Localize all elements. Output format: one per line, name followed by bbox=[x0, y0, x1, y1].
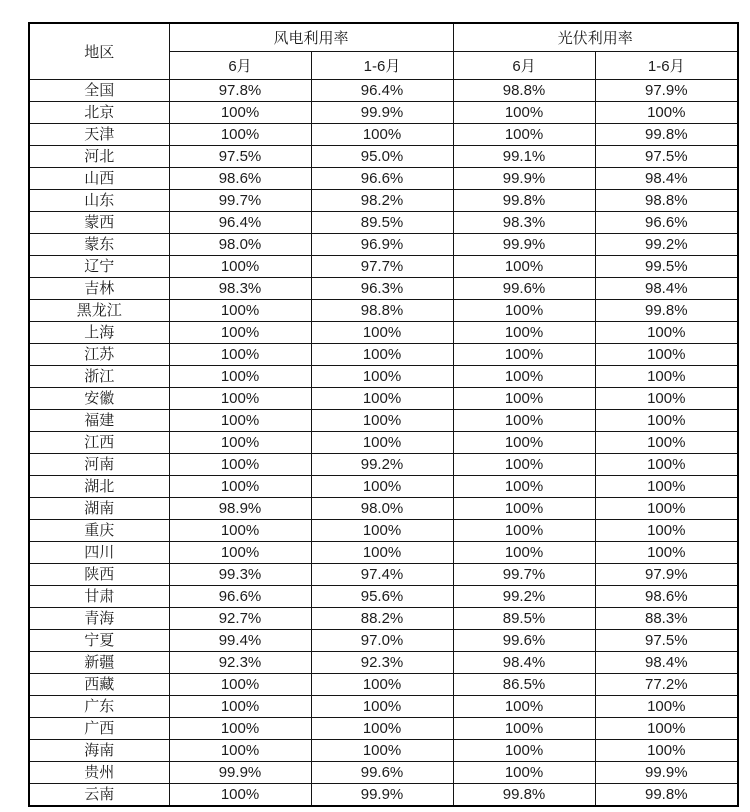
value-cell: 96.4% bbox=[311, 79, 453, 101]
column-header-solar-utilization: 光伏利用率 bbox=[453, 23, 738, 51]
value-cell: 100% bbox=[169, 453, 311, 475]
table-row bbox=[29, 475, 738, 497]
value-cell: 97.9% bbox=[595, 563, 738, 585]
region-cell: 云南 bbox=[29, 783, 169, 806]
value-cell: 100% bbox=[311, 717, 453, 739]
value-cell: 100% bbox=[169, 343, 311, 365]
value-cell: 100% bbox=[311, 739, 453, 761]
value-cell: 92.7% bbox=[169, 607, 311, 629]
value-cell: 100% bbox=[311, 365, 453, 387]
value-cell: 98.3% bbox=[453, 211, 595, 233]
value-cell: 100% bbox=[453, 299, 595, 321]
value-cell: 100% bbox=[453, 453, 595, 475]
region-cell: 广东 bbox=[29, 695, 169, 717]
value-cell: 95.6% bbox=[311, 585, 453, 607]
table-row bbox=[29, 343, 738, 365]
value-cell: 100% bbox=[169, 541, 311, 563]
value-cell: 99.6% bbox=[453, 277, 595, 299]
table-row bbox=[29, 497, 738, 519]
value-cell: 98.4% bbox=[595, 651, 738, 673]
region-cell: 陕西 bbox=[29, 563, 169, 585]
value-cell: 100% bbox=[169, 101, 311, 123]
value-cell: 92.3% bbox=[169, 651, 311, 673]
value-cell: 100% bbox=[595, 431, 738, 453]
value-cell: 100% bbox=[169, 739, 311, 761]
value-cell: 97.8% bbox=[169, 79, 311, 101]
region-cell: 蒙东 bbox=[29, 233, 169, 255]
value-cell: 100% bbox=[595, 321, 738, 343]
value-cell: 100% bbox=[169, 387, 311, 409]
table-row bbox=[29, 651, 738, 673]
value-cell: 99.3% bbox=[169, 563, 311, 585]
value-cell: 100% bbox=[169, 431, 311, 453]
region-cell: 贵州 bbox=[29, 761, 169, 783]
value-cell: 99.8% bbox=[595, 299, 738, 321]
region-cell: 辽宁 bbox=[29, 255, 169, 277]
table-row bbox=[29, 101, 738, 123]
value-cell: 100% bbox=[169, 123, 311, 145]
table-row bbox=[29, 211, 738, 233]
value-cell: 100% bbox=[169, 365, 311, 387]
header-row-groups bbox=[29, 23, 738, 51]
table-row bbox=[29, 299, 738, 321]
value-cell: 88.2% bbox=[311, 607, 453, 629]
value-cell: 99.4% bbox=[169, 629, 311, 651]
value-cell: 100% bbox=[595, 519, 738, 541]
region-cell: 广西 bbox=[29, 717, 169, 739]
value-cell: 96.6% bbox=[311, 167, 453, 189]
table-row bbox=[29, 321, 738, 343]
table-row bbox=[29, 167, 738, 189]
value-cell: 99.9% bbox=[595, 761, 738, 783]
value-cell: 100% bbox=[169, 299, 311, 321]
value-cell: 100% bbox=[595, 343, 738, 365]
region-cell: 福建 bbox=[29, 409, 169, 431]
region-cell: 青海 bbox=[29, 607, 169, 629]
table-row bbox=[29, 739, 738, 761]
table-header bbox=[29, 23, 738, 79]
value-cell: 98.2% bbox=[311, 189, 453, 211]
value-cell: 89.5% bbox=[311, 211, 453, 233]
table-row bbox=[29, 585, 738, 607]
region-cell: 重庆 bbox=[29, 519, 169, 541]
value-cell: 99.9% bbox=[311, 783, 453, 806]
region-cell: 新疆 bbox=[29, 651, 169, 673]
value-cell: 100% bbox=[311, 695, 453, 717]
value-cell: 96.6% bbox=[169, 585, 311, 607]
value-cell: 100% bbox=[453, 321, 595, 343]
region-cell: 全国 bbox=[29, 79, 169, 101]
value-cell: 99.2% bbox=[311, 453, 453, 475]
table-row bbox=[29, 387, 738, 409]
region-cell: 江西 bbox=[29, 431, 169, 453]
table-row bbox=[29, 673, 738, 695]
value-cell: 100% bbox=[453, 695, 595, 717]
table-row bbox=[29, 365, 738, 387]
value-cell: 99.6% bbox=[453, 629, 595, 651]
table-row bbox=[29, 409, 738, 431]
value-cell: 96.4% bbox=[169, 211, 311, 233]
value-cell: 100% bbox=[453, 387, 595, 409]
value-cell: 99.7% bbox=[453, 563, 595, 585]
table-row bbox=[29, 79, 738, 101]
value-cell: 100% bbox=[595, 409, 738, 431]
value-cell: 99.6% bbox=[311, 761, 453, 783]
region-cell: 北京 bbox=[29, 101, 169, 123]
value-cell: 97.7% bbox=[311, 255, 453, 277]
value-cell: 99.2% bbox=[453, 585, 595, 607]
region-cell: 浙江 bbox=[29, 365, 169, 387]
value-cell: 99.8% bbox=[595, 783, 738, 806]
value-cell: 100% bbox=[595, 497, 738, 519]
value-cell: 98.4% bbox=[453, 651, 595, 673]
value-cell: 100% bbox=[453, 497, 595, 519]
value-cell: 100% bbox=[311, 409, 453, 431]
region-cell: 吉林 bbox=[29, 277, 169, 299]
value-cell: 100% bbox=[311, 673, 453, 695]
value-cell: 99.1% bbox=[453, 145, 595, 167]
region-cell: 海南 bbox=[29, 739, 169, 761]
value-cell: 100% bbox=[169, 409, 311, 431]
value-cell: 100% bbox=[169, 673, 311, 695]
table-row bbox=[29, 453, 738, 475]
table-row bbox=[29, 255, 738, 277]
value-cell: 98.8% bbox=[311, 299, 453, 321]
value-cell: 99.2% bbox=[595, 233, 738, 255]
value-cell: 100% bbox=[311, 541, 453, 563]
value-cell: 100% bbox=[595, 541, 738, 563]
value-cell: 100% bbox=[595, 365, 738, 387]
value-cell: 100% bbox=[311, 343, 453, 365]
value-cell: 96.3% bbox=[311, 277, 453, 299]
value-cell: 97.4% bbox=[311, 563, 453, 585]
table-row bbox=[29, 431, 738, 453]
region-cell: 河北 bbox=[29, 145, 169, 167]
region-cell: 西藏 bbox=[29, 673, 169, 695]
value-cell: 96.9% bbox=[311, 233, 453, 255]
value-cell: 100% bbox=[453, 409, 595, 431]
value-cell: 100% bbox=[453, 101, 595, 123]
value-cell: 97.5% bbox=[169, 145, 311, 167]
value-cell: 100% bbox=[453, 475, 595, 497]
table-row bbox=[29, 519, 738, 541]
region-cell: 蒙西 bbox=[29, 211, 169, 233]
table-row bbox=[29, 563, 738, 585]
utilization-rate-table bbox=[28, 22, 739, 807]
value-cell: 98.9% bbox=[169, 497, 311, 519]
value-cell: 99.5% bbox=[595, 255, 738, 277]
value-cell: 99.8% bbox=[453, 189, 595, 211]
value-cell: 100% bbox=[453, 255, 595, 277]
value-cell: 99.8% bbox=[595, 123, 738, 145]
table-row bbox=[29, 189, 738, 211]
value-cell: 100% bbox=[595, 717, 738, 739]
value-cell: 98.0% bbox=[169, 233, 311, 255]
column-header-wind-utilization: 风电利用率 bbox=[169, 23, 453, 51]
region-cell: 安徽 bbox=[29, 387, 169, 409]
column-header-solar-jan-june: 1-6月 bbox=[595, 51, 738, 79]
value-cell: 100% bbox=[311, 123, 453, 145]
value-cell: 100% bbox=[595, 453, 738, 475]
value-cell: 98.6% bbox=[169, 167, 311, 189]
value-cell: 100% bbox=[595, 387, 738, 409]
value-cell: 95.0% bbox=[311, 145, 453, 167]
column-header-wind-june: 6月 bbox=[169, 51, 311, 79]
value-cell: 100% bbox=[453, 343, 595, 365]
value-cell: 96.6% bbox=[595, 211, 738, 233]
region-cell: 宁夏 bbox=[29, 629, 169, 651]
region-cell: 黑龙江 bbox=[29, 299, 169, 321]
value-cell: 100% bbox=[453, 431, 595, 453]
table-row bbox=[29, 123, 738, 145]
region-cell: 天津 bbox=[29, 123, 169, 145]
value-cell: 100% bbox=[169, 717, 311, 739]
value-cell: 99.9% bbox=[311, 101, 453, 123]
value-cell: 100% bbox=[453, 739, 595, 761]
value-cell: 100% bbox=[453, 761, 595, 783]
value-cell: 100% bbox=[595, 695, 738, 717]
value-cell: 97.5% bbox=[595, 145, 738, 167]
table-row bbox=[29, 783, 738, 806]
region-cell: 山西 bbox=[29, 167, 169, 189]
value-cell: 99.9% bbox=[453, 167, 595, 189]
value-cell: 99.9% bbox=[453, 233, 595, 255]
region-cell: 河南 bbox=[29, 453, 169, 475]
value-cell: 97.9% bbox=[595, 79, 738, 101]
value-cell: 97.0% bbox=[311, 629, 453, 651]
value-cell: 100% bbox=[169, 321, 311, 343]
region-cell: 湖南 bbox=[29, 497, 169, 519]
value-cell: 100% bbox=[311, 387, 453, 409]
table-body bbox=[29, 79, 738, 806]
region-cell: 江苏 bbox=[29, 343, 169, 365]
value-cell: 100% bbox=[169, 519, 311, 541]
table-row bbox=[29, 761, 738, 783]
table-row bbox=[29, 541, 738, 563]
value-cell: 98.8% bbox=[595, 189, 738, 211]
value-cell: 100% bbox=[169, 783, 311, 806]
table-row bbox=[29, 607, 738, 629]
region-cell: 四川 bbox=[29, 541, 169, 563]
value-cell: 98.0% bbox=[311, 497, 453, 519]
value-cell: 99.7% bbox=[169, 189, 311, 211]
region-cell: 甘肃 bbox=[29, 585, 169, 607]
column-header-region: 地区 bbox=[29, 23, 169, 79]
table-row bbox=[29, 695, 738, 717]
value-cell: 77.2% bbox=[595, 673, 738, 695]
value-cell: 97.5% bbox=[595, 629, 738, 651]
region-cell: 山东 bbox=[29, 189, 169, 211]
value-cell: 100% bbox=[453, 519, 595, 541]
value-cell: 98.8% bbox=[453, 79, 595, 101]
table-row bbox=[29, 717, 738, 739]
value-cell: 100% bbox=[595, 101, 738, 123]
value-cell: 100% bbox=[169, 695, 311, 717]
value-cell: 98.3% bbox=[169, 277, 311, 299]
column-header-solar-june: 6月 bbox=[453, 51, 595, 79]
value-cell: 98.4% bbox=[595, 277, 738, 299]
table-row bbox=[29, 233, 738, 255]
value-cell: 92.3% bbox=[311, 651, 453, 673]
value-cell: 100% bbox=[169, 255, 311, 277]
value-cell: 100% bbox=[595, 475, 738, 497]
value-cell: 99.9% bbox=[169, 761, 311, 783]
value-cell: 100% bbox=[311, 475, 453, 497]
value-cell: 100% bbox=[595, 739, 738, 761]
value-cell: 98.4% bbox=[595, 167, 738, 189]
value-cell: 100% bbox=[311, 519, 453, 541]
value-cell: 100% bbox=[453, 123, 595, 145]
table-row bbox=[29, 629, 738, 651]
value-cell: 100% bbox=[453, 541, 595, 563]
value-cell: 100% bbox=[453, 717, 595, 739]
value-cell: 86.5% bbox=[453, 673, 595, 695]
region-cell: 上海 bbox=[29, 321, 169, 343]
table-row bbox=[29, 277, 738, 299]
value-cell: 98.6% bbox=[595, 585, 738, 607]
value-cell: 100% bbox=[169, 475, 311, 497]
table-row bbox=[29, 145, 738, 167]
column-header-wind-jan-june: 1-6月 bbox=[311, 51, 453, 79]
value-cell: 89.5% bbox=[453, 607, 595, 629]
region-cell: 湖北 bbox=[29, 475, 169, 497]
value-cell: 100% bbox=[311, 431, 453, 453]
value-cell: 99.8% bbox=[453, 783, 595, 806]
value-cell: 100% bbox=[453, 365, 595, 387]
value-cell: 88.3% bbox=[595, 607, 738, 629]
value-cell: 100% bbox=[311, 321, 453, 343]
